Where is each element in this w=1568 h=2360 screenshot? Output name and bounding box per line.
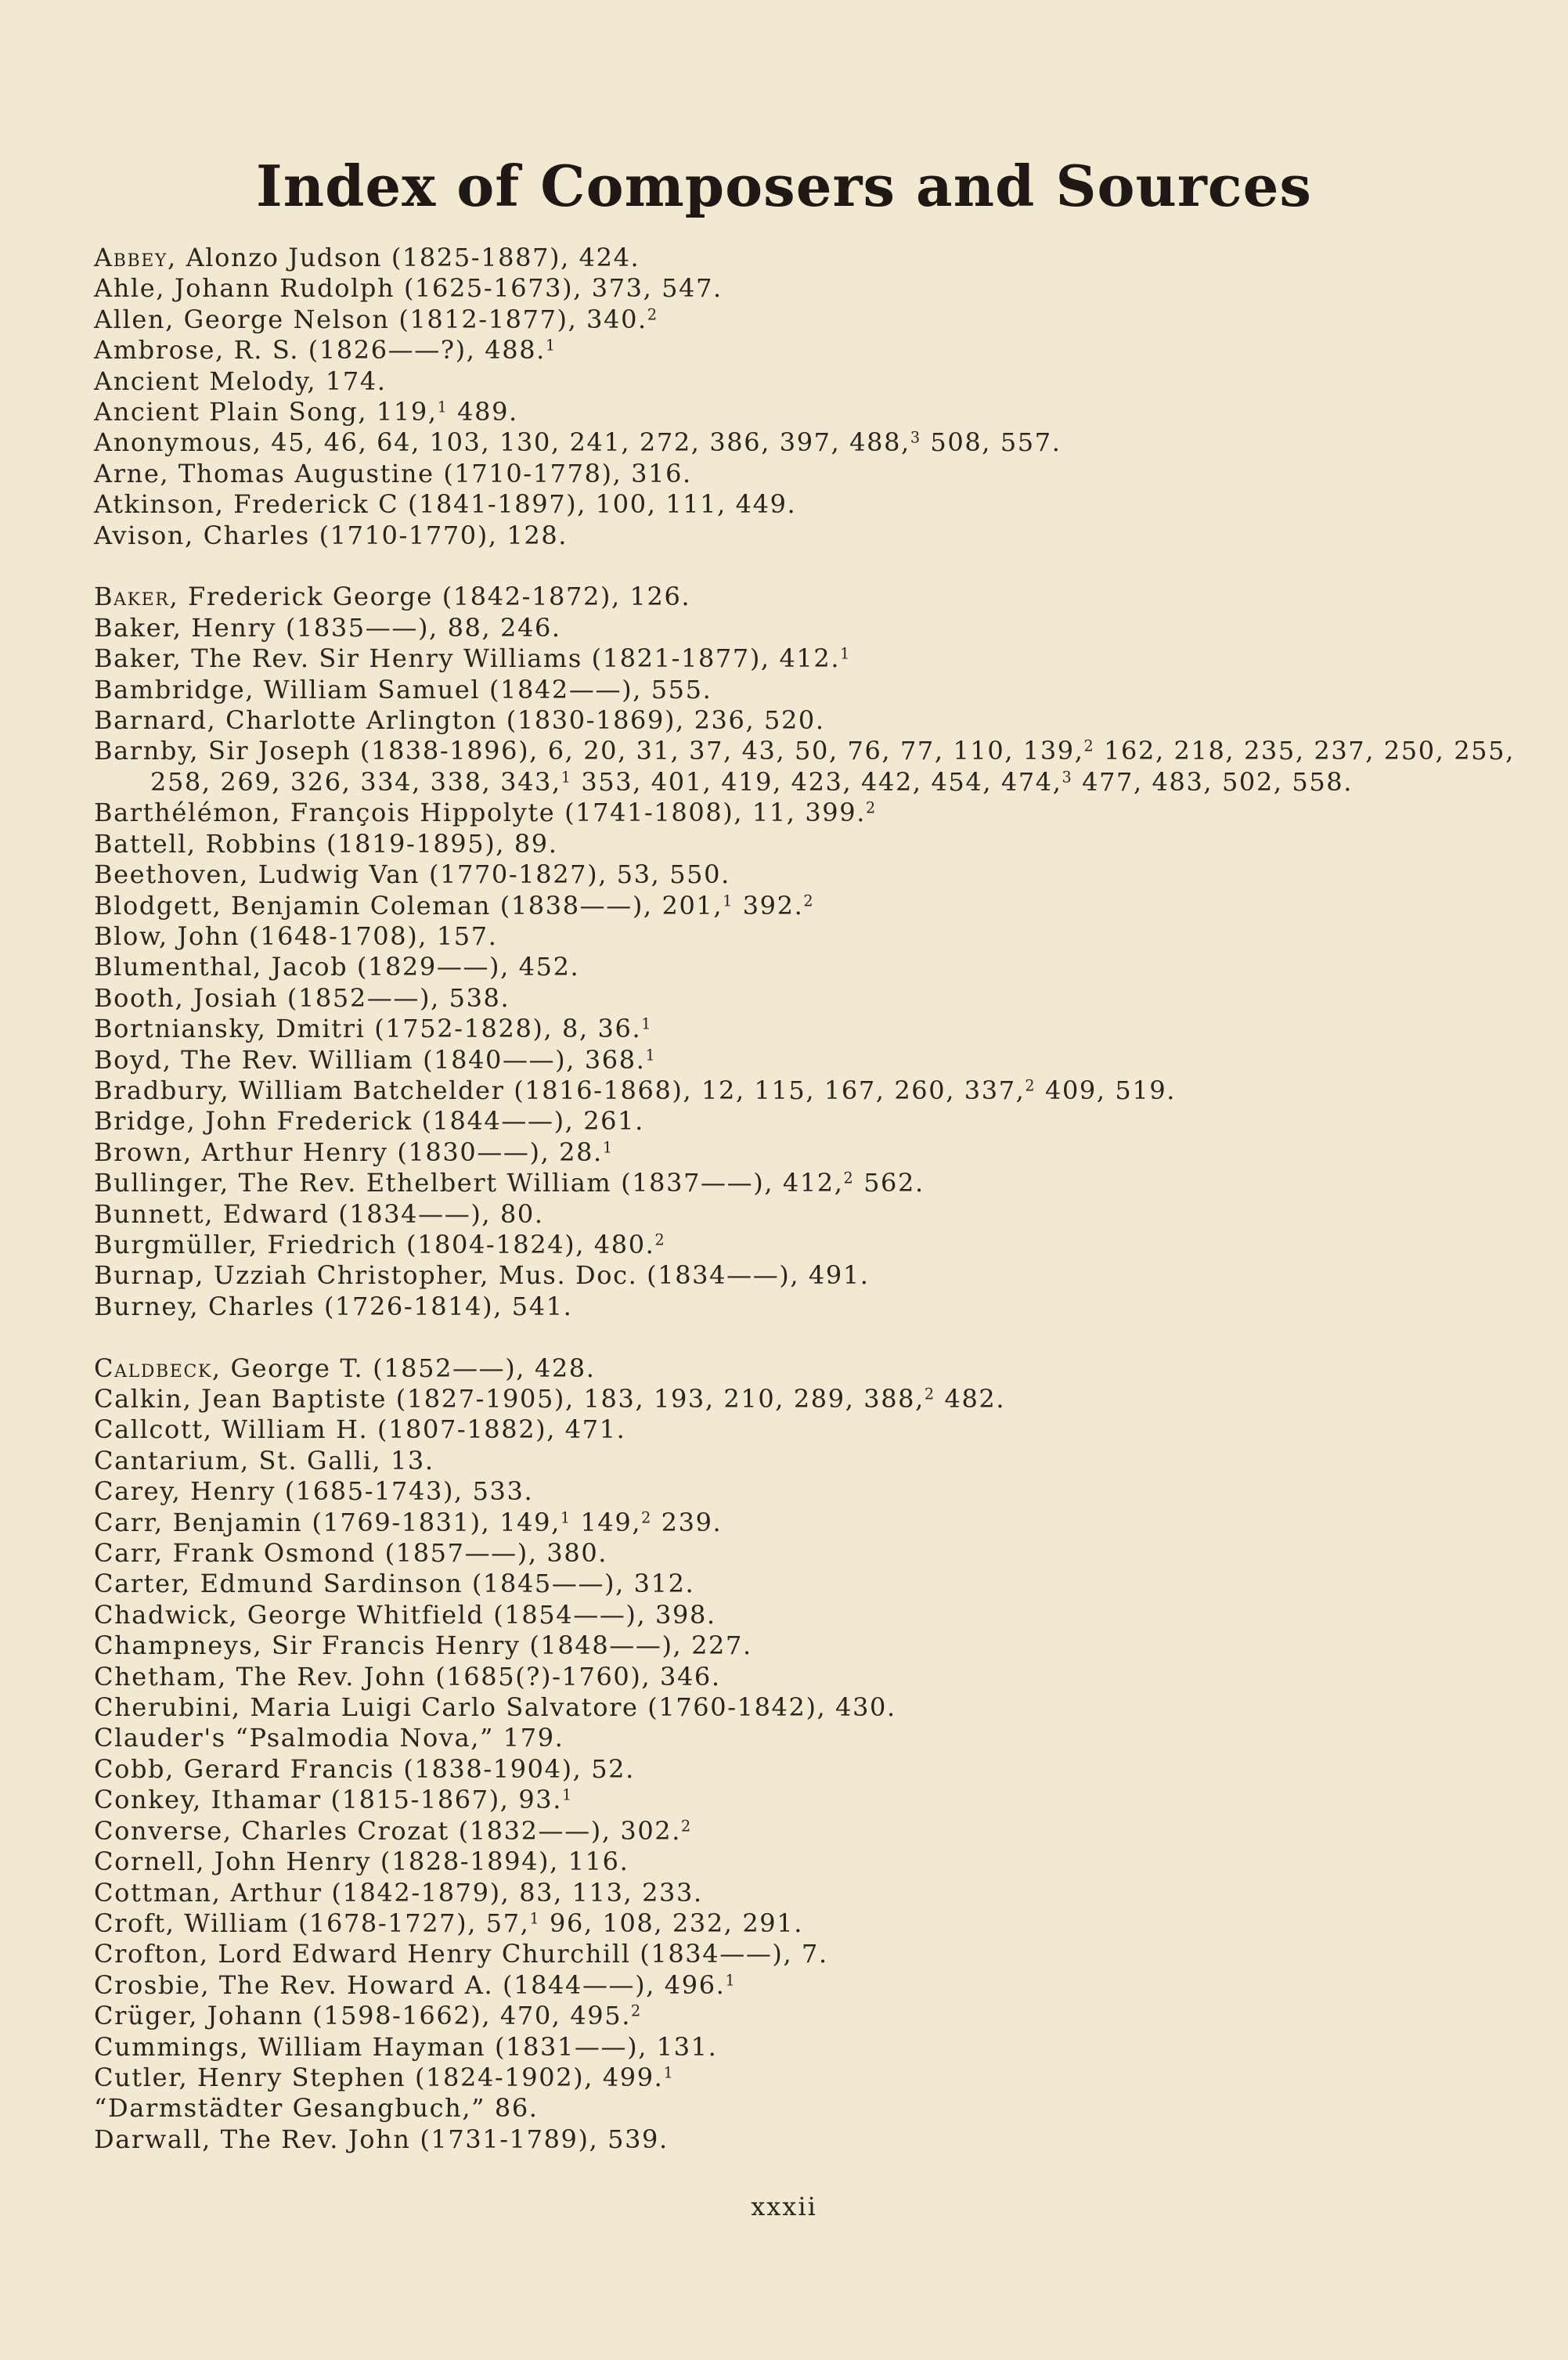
index-entry: Bradbury, William Batchelder (1816-1868), 12, 115, 167, 260, 337,$^2$ 409, 519. [94,1075,1177,1105]
index-entry: Crosbie, The Rev. Howard A. (1844——), 496.$^1$ [94,1969,737,2000]
index-entry: Chetham, The Rev. John (1685(?)-1760), 346. [94,1661,721,1692]
index-entry: Avison, Charles (1710-1770), 128. [94,520,568,550]
index-entry: Carr, Frank Osmond (1857——), 380. [94,1538,608,1569]
index-entry: Bridge, John Frederick (1844——), 261. [94,1106,644,1137]
index-entry: Battell, Robbins (1819-1895), 89. [94,828,558,859]
index-entry: Blow, John (1648-1708), 157. [94,921,498,951]
entry-text: , Alonzo Judson (1825-1887), 424. [168,243,640,272]
index-entry: Callcott, William H. (1807-1882), 471. [94,1414,626,1445]
index-entry: Anonymous, 45, 46, 64, 103, 130, 241, 272, 386, 397, 488,$^3$ 508, 557. [94,427,1062,458]
index-entry: Burnap, Uzziah Christopher, Mus. Doc. (1834——), 491. [94,1260,870,1291]
index-entry: Booth, Josiah (1852——), 538. [94,982,510,1013]
entry-lead-word: Baker [94,582,170,612]
index-entry: “Darmstädter Gesangbuch,” 86. [94,2093,539,2124]
index-entry: Bunnett, Edward (1834——), 80. [94,1198,544,1229]
index-entry: Clauder's “Psalmodia Nova,” 179. [94,1723,564,1753]
index-entry: Arne, Thomas Augustine (1710-1778), 316. [94,458,692,488]
index-entry: Cummings, William Hayman (1831——), 131. [94,2031,718,2062]
index-entry: Croft, William (1678-1727), 57,$^1$ 96, 108, 232, 291. [94,1908,803,1938]
index-entry: Calkin, Jean Baptiste (1827-1905), 183, 193, 210, 289, 388,$^2$ 482. [94,1384,1006,1414]
index-entry [94,1353,1542,1384]
index-entry: Ambrose, R. S. (1826——?), 488.$^1$ [94,335,557,366]
index-entry: Cutler, Henry Stephen (1824-1902), 499.$^1$ [94,2062,675,2092]
index-entry: Champneys, Sir Francis Henry (1848——), 227. [94,1630,752,1661]
index-entry: Beethoven, Ludwig Van (1770-1827), 53, 550. [94,859,730,890]
index-list [94,243,1542,2155]
index-entry: Carter, Edmund Sardinson (1845——), 312. [94,1569,695,1599]
entry-text: , George T. (1852——), 428. [211,1353,596,1383]
index-entry: Ancient Melody, 174. [94,366,387,396]
index-entry: Cottman, Arthur (1842-1879), 83, 113, 233. [94,1877,703,1908]
index-entry: Ancient Plain Song, 119,$^1$ 489. [94,397,518,427]
index-entry: Crofton, Lord Edward Henry Churchill (1834——), 7. [94,1939,828,1969]
index-entry [94,582,1542,612]
page-title: Index of Composers and Sources [256,153,1312,219]
index-entry: Chadwick, George Whitfield (1854——), 398. [94,1599,716,1630]
index-entry: Conkey, Ithamar (1815-1867), 93.$^1$ [94,1785,573,1815]
index-entry: Bortniansky, Dmitri (1752-1828), 8, 36.$^1$ [94,1014,653,1044]
index-entry: Converse, Charles Crozat (1832——), 302.$^2$ [94,1815,692,1846]
index-entry: Brown, Arthur Henry (1830——), 28.$^1$ [94,1137,614,1167]
index-entry: Crüger, Johann (1598-1662), 470, 495.$^2$ [94,2001,642,2031]
entry-text: , Frederick George (1842-1872), 126. [169,582,691,612]
index-entry: Burgmüller, Friedrich (1804-1824), 480.$^2$ [94,1229,666,1259]
section-gap [94,551,1542,582]
index-entry: Allen, George Nelson (1812-1877), 340.$^2$ [94,304,658,334]
index-entry: Barthélémon, François Hippolyte (1741-1808), 11, 399.$^2$ [94,798,877,828]
index-entry: Burney, Charles (1726-1814), 541. [94,1291,573,1321]
index-entry: Darwall, The Rev. John (1731-1789), 539. [94,2124,669,2154]
page-number: xxxii [751,2192,817,2221]
index-entry: Bullinger, The Rev. Ethelbert William (1837——), 412,$^2$ 562. [94,1168,925,1198]
index-entry: Bambridge, William Samuel (1842——), 555. [94,674,712,704]
section-gap [94,1322,1542,1353]
index-entry: Carey, Henry (1685-1743), 533. [94,1476,534,1507]
index-entry: Carr, Benjamin (1769-1831), 149,$^1$ 149,$^2$ 239. [94,1507,723,1537]
index-entry: Cherubini, Maria Luigi Carlo Salvatore (1760-1842), 430. [94,1692,896,1723]
index-entry: Cornell, John Henry (1828-1894), 116. [94,1847,629,1877]
index-entry: Baker, The Rev. Sir Henry Williams (1821-1877), 412.$^1$ [94,643,851,674]
index-entry: Blodgett, Benjamin Coleman (1838——), 201,$^1$ 392.$^2$ [94,890,815,921]
index-entry: Baker, Henry (1835——), 88, 246. [94,612,561,643]
index-entry: Ahle, Johann Rudolph (1625-1673), 373, 547. [94,273,723,304]
index-entry: Atkinson, Frederick C (1841-1897), 100, 111, 449. [94,489,797,520]
index-entry: Cantarium, St. Galli, 13. [94,1445,434,1475]
index-entry: Blumenthal, Jacob (1829——), 452. [94,952,580,982]
index-entry: Cobb, Gerard Francis (1838-1904), 52. [94,1753,635,1784]
entry-lead-word: Caldbeck [94,1353,212,1383]
index-entry [94,243,1542,273]
entry-lead-word: Abbey [94,243,168,272]
index-entry: Boyd, The Rev. William (1840——), 368.$^1$ [94,1044,657,1075]
index-entry: Barnby, Sir Joseph (1838-1896), 6, 20, 31, 37, 43, 50, 76, 77, 110, 139,$^2$ 162, 218, 235, 237, 250, 255, 258, 269, 326, 334, 338, 343,$^1$ 353, 401, 419, 423, 442, 454, 474,$^3$ 477, 483, 502, 558. [94,736,1515,797]
index-entry: Barnard, Charlotte Arlington (1830-1869), 236, 520. [94,705,825,736]
